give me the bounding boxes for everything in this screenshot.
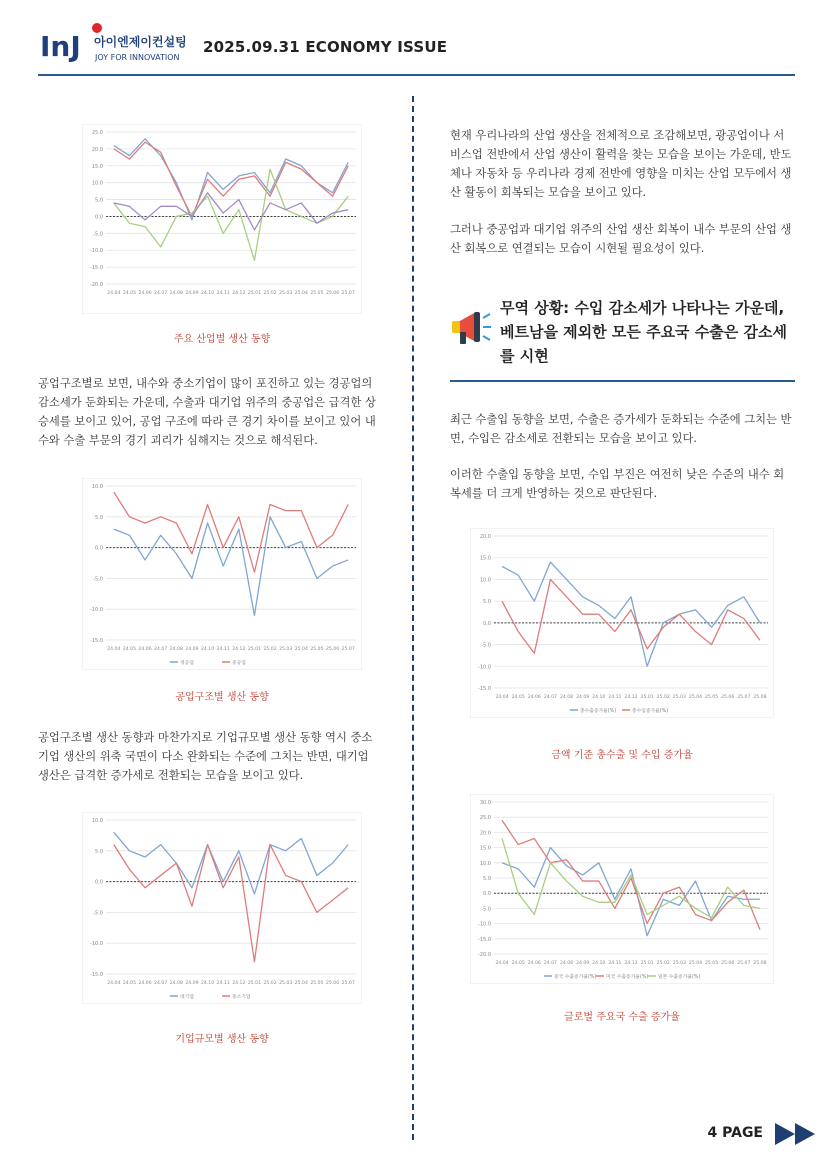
y-tick-label: -20.0 bbox=[478, 952, 491, 958]
x-tick-label: 24.04 bbox=[107, 647, 121, 652]
y-tick-label: 10.0 bbox=[479, 860, 491, 867]
y-tick-label: 20.0 bbox=[479, 830, 491, 837]
y-tick-label: -10.0 bbox=[90, 248, 103, 255]
legend-entry: 중소기업 bbox=[232, 995, 251, 1000]
x-tick-label: 25.01 bbox=[640, 695, 654, 700]
x-tick-label: 24.11 bbox=[216, 291, 230, 296]
x-tick-label: 25.02 bbox=[263, 291, 277, 296]
y-tick-label: -5.0 bbox=[93, 231, 103, 238]
x-tick-label: 25.03 bbox=[672, 695, 686, 700]
x-tick-label: 24.10 bbox=[592, 961, 606, 966]
x-tick-label: 25.02 bbox=[656, 695, 670, 700]
y-tick-label: 10.0 bbox=[91, 818, 103, 824]
legend-entry: 경공업 bbox=[180, 661, 194, 666]
y-tick-label: -15.0 bbox=[90, 638, 103, 644]
x-tick-label: 25.01 bbox=[247, 291, 262, 296]
y-tick-label: 25.0 bbox=[91, 130, 103, 136]
x-tick-label: 24.12 bbox=[232, 647, 246, 652]
y-tick-label: 0.0 bbox=[95, 545, 103, 552]
chart-caption: 주요 산업별 생산 동향 bbox=[173, 334, 271, 345]
y-tick-label: 30.0 bbox=[479, 800, 491, 806]
y-tick-label: -10.0 bbox=[90, 941, 103, 948]
x-tick-label: 25.02 bbox=[263, 981, 277, 986]
legend-entry: 중국 수출증가율(%) bbox=[554, 975, 597, 980]
logo-mark: InJ bbox=[40, 30, 81, 63]
x-tick-label: 24.09 bbox=[185, 647, 199, 652]
chart-caption: 금액 기준 총수출 및 수입 증가율 bbox=[551, 750, 693, 761]
x-tick-label: 24.11 bbox=[608, 961, 622, 966]
paragraph: 현재 우리나라의 산업 생산을 전체적으로 조감해보면, 광공업이나 서비스업 전반에서 산업 생산이 활력을 찾는 모습을 보이는 가운데, 반도체나 자동차 등 우리나라 경제 전반에 영향을 미치는 산업 모두에서 생산 활동이 회복되는 모습을 보이고 있다. bbox=[450, 129, 792, 199]
x-tick-label: 25.05 bbox=[705, 961, 719, 966]
issue-title: 2025.09.31 ECONOMY ISSUE bbox=[203, 38, 448, 56]
x-tick-label: 24.05 bbox=[122, 647, 137, 652]
section-divider bbox=[450, 380, 795, 382]
y-tick-label: -5.0 bbox=[481, 642, 491, 649]
paragraph: 공업구조별 생산 동향과 마찬가지로 기업규모별 생산 동향 역시 중소기업 생산의 위축 국면이 다소 완화되는 수준에 그치는 반면, 대기업 생산은 급격한 증가세로 전환되는 모습을 보이고 있다. bbox=[38, 731, 373, 782]
y-tick-label: 5.0 bbox=[95, 514, 103, 521]
chart-industry-production bbox=[82, 124, 362, 314]
chart-caption: 글로벌 주요국 수출 증가율 bbox=[564, 1012, 680, 1023]
x-tick-label: 24.04 bbox=[107, 981, 121, 986]
x-tick-label: 24.10 bbox=[592, 695, 606, 700]
x-tick-label: 25.05 bbox=[310, 647, 324, 652]
paragraph: 최근 수출입 동향을 보면, 수출은 증가세가 둔화되는 수준에 그치는 반면, 수입은 감소세로 전환되는 모습을 보이고 있다. bbox=[450, 413, 792, 445]
next-arrows-icon bbox=[775, 1121, 817, 1147]
x-tick-label: 25.05 bbox=[310, 981, 324, 986]
x-tick-label: 24.06 bbox=[138, 291, 152, 296]
chart-global-export-growth bbox=[470, 794, 774, 984]
y-tick-label: 0.0 bbox=[95, 214, 103, 221]
paragraph: 그러나 중공업과 대기업 위주의 산업 생산 회복이 내수 부문의 산업 생산 회복으로 연결되는 모습이 시현될 필요성이 있다. bbox=[450, 223, 792, 255]
x-tick-label: 24.09 bbox=[185, 981, 199, 986]
logo-korean-name: 아이엔제이컨설팅 bbox=[94, 35, 187, 49]
x-tick-label: 24.12 bbox=[624, 695, 638, 700]
x-tick-label: 25.03 bbox=[672, 961, 686, 966]
chart-industry-structure-production bbox=[82, 478, 362, 670]
x-tick-label: 24.04 bbox=[107, 291, 121, 296]
x-tick-label: 24.10 bbox=[200, 647, 215, 652]
x-tick-label: 24.07 bbox=[154, 291, 168, 296]
x-tick-label: 25.07 bbox=[341, 981, 355, 986]
x-tick-label: 25.07 bbox=[737, 695, 751, 700]
y-tick-label: -5.0 bbox=[481, 906, 491, 913]
y-tick-label: -15.0 bbox=[478, 686, 491, 692]
x-tick-label: 25.08 bbox=[753, 695, 767, 700]
x-tick-label: 24.04 bbox=[495, 961, 509, 966]
x-tick-label: 24.07 bbox=[543, 695, 557, 700]
x-tick-label: 25.05 bbox=[705, 695, 719, 700]
header-divider bbox=[38, 74, 795, 76]
x-tick-label: 25.03 bbox=[279, 981, 293, 986]
column-divider bbox=[412, 96, 414, 1140]
x-tick-label: 25.01 bbox=[640, 961, 654, 966]
chart-caption: 공업구조별 생산 동향 bbox=[175, 692, 269, 703]
company-logo bbox=[40, 22, 200, 64]
y-tick-label: 25.0 bbox=[479, 815, 491, 822]
y-tick-label: -15.0 bbox=[90, 265, 103, 272]
x-tick-label: 25.06 bbox=[721, 961, 735, 966]
x-tick-label: 24.08 bbox=[559, 961, 574, 966]
y-tick-label: 0.0 bbox=[483, 620, 491, 627]
x-tick-label: 24.06 bbox=[527, 961, 541, 966]
x-tick-label: 24.09 bbox=[185, 291, 199, 296]
x-tick-label: 24.06 bbox=[527, 695, 541, 700]
x-tick-label: 25.07 bbox=[737, 961, 751, 966]
x-tick-label: 25.04 bbox=[688, 695, 703, 700]
legend-entry: 미국 수출증가율(%) bbox=[606, 975, 649, 980]
x-tick-label: 24.08 bbox=[169, 981, 183, 986]
y-tick-label: 0.0 bbox=[483, 891, 491, 898]
x-tick-label: 25.04 bbox=[294, 647, 308, 652]
y-tick-label: 5.0 bbox=[95, 197, 103, 204]
y-tick-label: 5.0 bbox=[483, 876, 491, 882]
y-tick-label: 15.0 bbox=[479, 845, 491, 852]
x-tick-label: 24.05 bbox=[122, 291, 137, 296]
x-tick-label: 25.01 bbox=[247, 647, 262, 652]
x-tick-label: 24.06 bbox=[138, 981, 152, 986]
x-tick-label: 25.04 bbox=[294, 291, 308, 296]
x-tick-label: 24.12 bbox=[232, 981, 246, 986]
x-tick-label: 24.07 bbox=[154, 647, 168, 652]
x-tick-label: 24.10 bbox=[200, 291, 215, 296]
chart-frame bbox=[82, 812, 362, 1004]
y-tick-label: 20.0 bbox=[479, 534, 491, 540]
x-tick-label: 24.05 bbox=[122, 981, 137, 986]
chart-company-size-production bbox=[82, 812, 362, 1004]
chart-export-import-growth bbox=[470, 528, 774, 718]
x-tick-label: 25.02 bbox=[656, 961, 670, 966]
x-tick-label: 24.08 bbox=[169, 291, 183, 296]
x-tick-label: 24.08 bbox=[559, 695, 574, 700]
y-tick-label: 10.0 bbox=[91, 484, 103, 490]
x-tick-label: 25.06 bbox=[325, 981, 340, 986]
y-tick-label: 10.0 bbox=[479, 577, 491, 584]
page-number: 4 PAGE bbox=[707, 1125, 763, 1141]
x-tick-label: 24.10 bbox=[200, 981, 215, 986]
x-tick-label: 25.03 bbox=[279, 647, 293, 652]
x-tick-label: 24.07 bbox=[154, 981, 168, 986]
x-tick-label: 25.01 bbox=[247, 981, 262, 986]
paragraph: 이러한 수출입 동향을 보면, 수입 부진은 여전히 낮은 수준의 내수 회복세를 더 크게 반영하는 것으로 판단된다. bbox=[450, 468, 785, 500]
x-tick-label: 25.07 bbox=[341, 647, 355, 652]
paragraph: 공업구조별로 보면, 내수와 중소기업이 많이 포진하고 있는 경공업의 감소세가 둔화되는 가운데, 수출과 대기업 위주의 중공업은 급격한 상승세를 보이고 있어, 공업 구조에 따라 큰 경기 차이를 보이고 있어 내수와 수출 부문의 경기 괴리가 심해지는 것으로 해석된다. bbox=[38, 377, 376, 447]
y-tick-label: -5.0 bbox=[93, 576, 103, 583]
x-tick-label: 25.07 bbox=[341, 291, 355, 296]
y-tick-label: -10.0 bbox=[478, 921, 491, 928]
x-tick-label: 25.08 bbox=[753, 961, 767, 966]
legend-entry: 중공업 bbox=[232, 661, 246, 666]
x-tick-label: 24.11 bbox=[216, 981, 230, 986]
chart-caption: 기업규모별 생산 동향 bbox=[175, 1034, 269, 1045]
x-tick-label: 25.06 bbox=[325, 647, 340, 652]
y-tick-label: 10.0 bbox=[91, 180, 103, 187]
legend-entry: 대기업 bbox=[180, 995, 194, 1000]
x-tick-label: 24.06 bbox=[138, 647, 152, 652]
megaphone-icon bbox=[450, 306, 494, 350]
x-tick-label: 24.07 bbox=[543, 961, 557, 966]
legend-entry: 총수출증가율(%) bbox=[580, 709, 617, 714]
y-tick-label: 0.0 bbox=[95, 879, 103, 886]
legend-entry: 일본 수출증가율(%) bbox=[658, 975, 701, 980]
chart-frame bbox=[82, 478, 362, 670]
y-tick-label: 5.0 bbox=[483, 599, 491, 606]
x-tick-label: 24.04 bbox=[495, 695, 509, 700]
x-tick-label: 24.08 bbox=[169, 647, 183, 652]
x-tick-label: 24.05 bbox=[511, 961, 525, 966]
x-tick-label: 25.06 bbox=[721, 695, 735, 700]
logo-tagline: JOY FOR INNOVATION bbox=[95, 53, 180, 62]
x-tick-label: 24.12 bbox=[624, 961, 638, 966]
y-tick-label: -10.0 bbox=[90, 607, 103, 614]
y-tick-label: -10.0 bbox=[478, 664, 491, 671]
y-tick-label: -20.0 bbox=[90, 282, 103, 288]
x-tick-label: 25.04 bbox=[294, 981, 308, 986]
y-tick-label: 20.0 bbox=[91, 146, 103, 153]
x-tick-label: 24.09 bbox=[576, 961, 590, 966]
y-tick-label: 5.0 bbox=[95, 848, 103, 855]
x-tick-label: 24.11 bbox=[216, 647, 230, 652]
x-tick-label: 25.05 bbox=[310, 291, 324, 296]
legend-entry: 총수입증가율(%) bbox=[632, 709, 669, 714]
x-tick-label: 25.03 bbox=[279, 291, 293, 296]
section-heading: 무역 상황: 수입 감소세가 나타나는 가운데, 베트남을 제외한 모든 주요국 수출은 감소세를 시현 bbox=[500, 299, 787, 365]
y-tick-label: -15.0 bbox=[478, 936, 491, 943]
x-tick-label: 25.04 bbox=[688, 961, 703, 966]
x-tick-label: 24.11 bbox=[608, 695, 622, 700]
x-tick-label: 25.06 bbox=[325, 291, 340, 296]
x-tick-label: 25.02 bbox=[263, 647, 277, 652]
y-tick-label: 15.0 bbox=[91, 163, 103, 170]
x-tick-label: 24.12 bbox=[232, 291, 246, 296]
y-tick-label: 15.0 bbox=[479, 555, 491, 562]
x-tick-label: 24.09 bbox=[576, 695, 590, 700]
y-tick-label: -15.0 bbox=[90, 972, 103, 978]
x-tick-label: 24.05 bbox=[511, 695, 525, 700]
y-tick-label: -5.0 bbox=[93, 910, 103, 917]
